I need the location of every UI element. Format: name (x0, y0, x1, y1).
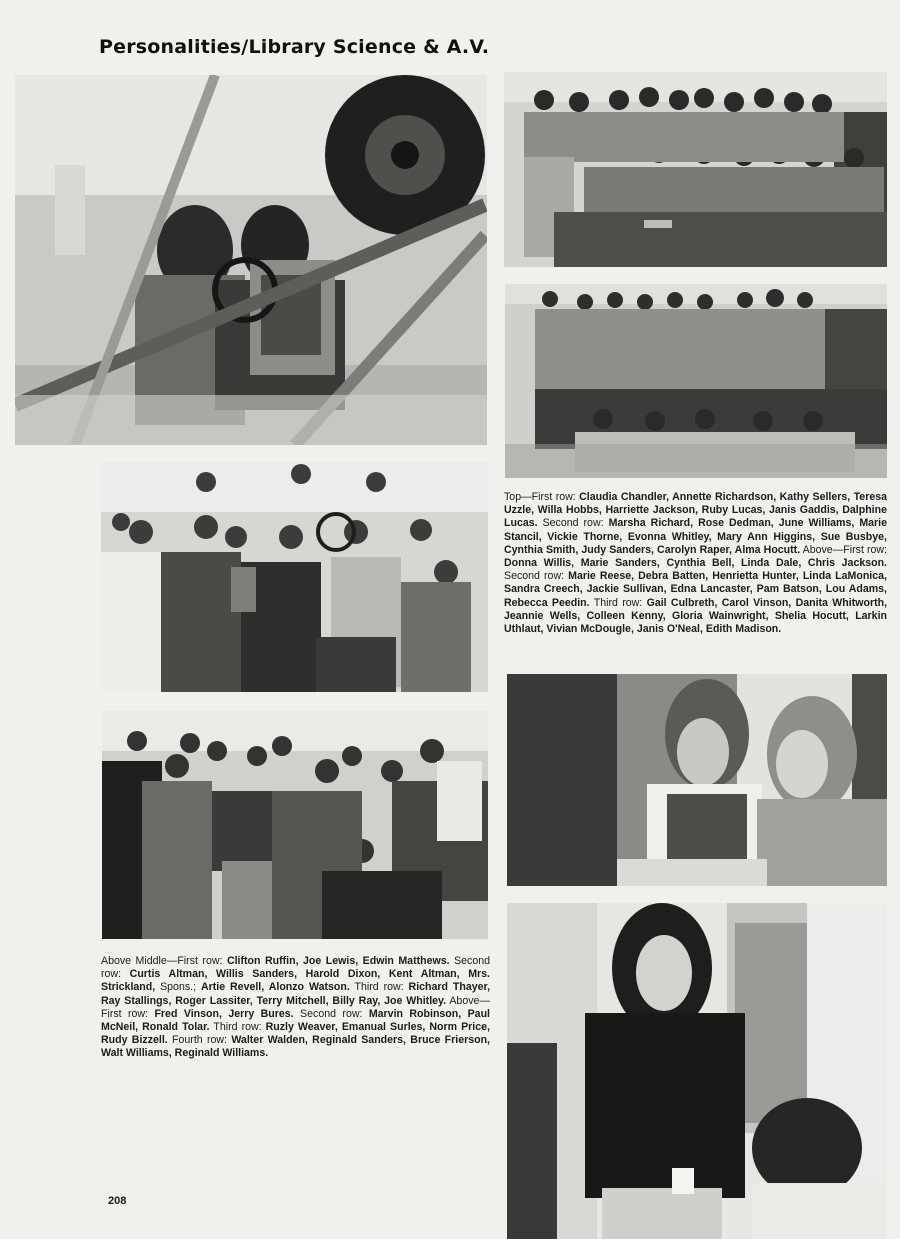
caption-names: Curtis Altman, Willis Sanders, Harold Dixon, Kent Altman, Mrs. Strickland, (101, 968, 490, 994)
caption-row-label: Fourth row: (167, 1034, 232, 1047)
caption-names: Donna Willis, Marie Sanders, Cynthia Bell, Linda Dale, Chris Jackson. (504, 557, 887, 570)
photo-av-group-middle (101, 462, 488, 692)
caption-row-label: Second row: (101, 955, 491, 981)
caption-row-label: Second row: (293, 1007, 369, 1020)
caption-names: Claudia Chandler, Annette Richardson, Kathy Sellers, Teresa Uzzle, Willa Hobbs, Harriette Jackson, Ruby Lucas, Janis Gaddis, Dalphine Lucas. (504, 491, 887, 530)
caption-names: Gail Culbreth, Carol Vinson, Danita Whitworth, Jeannie Wells, Colleen Kenny, Gloria Wainwright, Shelia Hocutt, Larkin Uthlaut, Vivian McDougle, Janis O'Neal, Edith Madison. (504, 596, 888, 636)
caption-row-label: Second row: (504, 570, 569, 583)
caption-names: Marvin Robinson, Paul McNeil, Ronald Tolar. (101, 1007, 490, 1034)
caption-names: Fred Vinson, Jerry Bures. (154, 1007, 294, 1020)
caption-library-groups (504, 491, 887, 636)
photo-projector-students (15, 75, 487, 445)
caption-row-label: Second row: (537, 517, 609, 530)
caption-names: Clifton Ruffin, Joe Lewis, Edwin Matthews. (226, 955, 450, 967)
photo-library-doorway (507, 903, 887, 1239)
caption-names: Ruzly Weaver, Emanual Surles, Norm Price, Rudy Bizzell. (101, 1021, 490, 1047)
photo-group-library-above (505, 284, 887, 478)
caption-row-label: Above Middle—First row: (101, 955, 227, 967)
caption-names: Richard Thayer, Ray Stallings, Roger Lassiter, Terry Mitchell, Billy Ray, Joe Whitley. (101, 981, 491, 1007)
caption-row-label: Top—First row: (504, 491, 580, 503)
caption-row-label: Above—First row: (101, 994, 490, 1020)
caption-row-label: Above—First row: (800, 543, 887, 556)
caption-names: Marie Reese, Debra Batten, Henrietta Hunter, Linda LaMonica, Sandra Creech, Jackie Sullivan, Edna Lancaster, Pam Batson, Lou Adams, Rebecca Peedin. (504, 570, 887, 609)
caption-row-label: Third row: (589, 596, 647, 609)
caption-names: Walter Walden, Reginald Sanders, Bruce Frierson, Walt Williams, Reginald Williams. (101, 1034, 490, 1060)
caption-row-label: Third row: (209, 1021, 266, 1034)
photo-group-library-top (504, 72, 887, 267)
caption-names: Artie Revell, Alonzo Watson. (200, 981, 350, 994)
photo-library-counter (507, 674, 887, 886)
page-number: 208 (108, 1195, 127, 1207)
caption-names: Marsha Richard, Rose Dedman, June Williams, Marie Stancil, Vickie Thorne, Evonna Whitley, Mary Ann Higgins, Sue Busbye, Cynthia Smith, Judy Sanders, Carolyn Raper, Alma Hocutt. (504, 517, 887, 556)
photo-av-group-above (102, 711, 488, 939)
caption-row-label: Third row: (349, 981, 409, 994)
page-title: Personalities/Library Science & A.V. (99, 36, 490, 58)
caption-row-label: Spons.; (155, 981, 201, 994)
caption-av-groups (101, 955, 490, 1061)
